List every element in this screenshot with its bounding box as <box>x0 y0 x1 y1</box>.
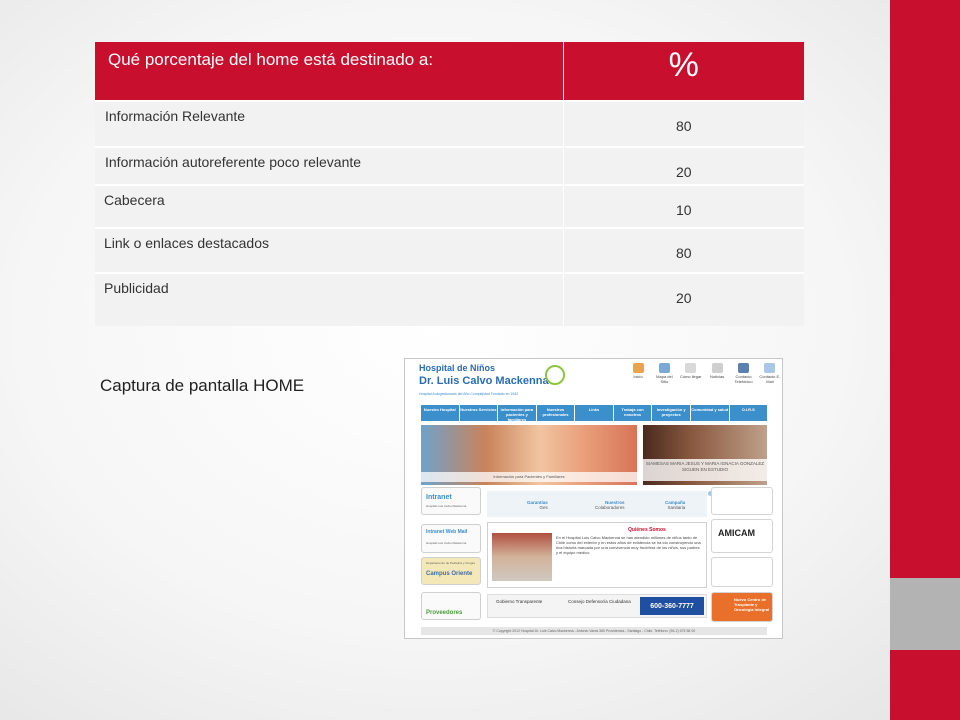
amicam-title: AMICAM <box>718 528 755 538</box>
top-link-label: Mapa del Sitio <box>656 374 673 384</box>
site-logo-subtitle: Hospital Autogestionado del Año Complejidad Fundado en 1942 <box>419 392 519 396</box>
proveedores-link[interactable] <box>421 592 481 620</box>
webmail-subtitle: Hospital Luis Calvo Mackenna <box>426 541 467 545</box>
site-logo-line2: Dr. Luis Calvo Mackenna <box>419 375 549 387</box>
top-link-email[interactable] <box>759 363 781 384</box>
gobierno-transparente-link[interactable]: Gobierno Transparente <box>496 599 543 604</box>
top-links <box>627 363 781 384</box>
row-value: 20 <box>563 147 804 185</box>
row-value: 80 <box>563 228 804 273</box>
table-row <box>95 273 804 326</box>
oncologia-banner[interactable] <box>711 592 773 622</box>
quienes-somos-title[interactable]: Quiénes Somos <box>628 527 666 533</box>
nav-item[interactable]: Nuestros Servicios <box>460 405 498 421</box>
table-row <box>95 101 804 147</box>
quienes-somos-text: En el Hospital Luis Calvo Mackenna se han atendido millones de niños tanto de Chile como del exterior y en estos años de existencia se ha ido construyendo una rica historia marcada por una convivencia muy fructífera de los niños, sus padres y el equipo médico. <box>556 535 701 555</box>
percentage-table <box>95 42 804 326</box>
logo-emblem-icon <box>545 365 565 385</box>
mail-icon <box>764 363 775 373</box>
row-label: Link o enlaces destacados <box>95 228 563 273</box>
campana-title: Campaña <box>665 500 686 505</box>
intranet-link[interactable] <box>421 487 481 515</box>
lower-links <box>487 594 707 618</box>
sitemap-icon <box>659 363 670 373</box>
top-link-label: Cómo llegar <box>679 374 702 379</box>
top-link-noticias[interactable] <box>706 363 728 384</box>
campus-oriente-link[interactable] <box>421 557 481 585</box>
campus-subtitle: Departamento de Pediatría y Cirugía <box>426 561 475 565</box>
row-label: Cabecera <box>95 185 563 228</box>
row-label: Publicidad <box>95 273 563 326</box>
amicam-banner[interactable] <box>711 519 773 553</box>
garantias-link[interactable] <box>527 500 548 510</box>
site-footer: © Copyright 2012 Hospital Dr. Luis Calvo Mackenna - Antonio Varas 360 Providencia - Santiago - Chile. Teléfono: (56-2) 575 58 00 <box>421 627 767 635</box>
campana-sub: Sanitaria <box>667 505 686 510</box>
colaboradores-sub: Colaboradores <box>595 505 625 510</box>
banner-news-caption[interactable]: SIAMESAS MARIA JESUS Y MARIA IGNACIA GONZALEZ SIGUEN EN ESTUDIO <box>643 459 767 481</box>
proveedores-title: Proveedores <box>426 610 463 616</box>
intranet-title: Intranet <box>426 494 452 501</box>
nav-item[interactable]: Nuestros profesionales <box>537 405 575 421</box>
garantias-sub: Ges <box>539 505 548 510</box>
top-link-mapa[interactable] <box>653 363 675 384</box>
top-link-como-llegar[interactable] <box>680 363 702 384</box>
hospital-photo <box>492 533 552 581</box>
phone-icon <box>738 363 749 373</box>
site-logo-line1: Hospital de Niños <box>419 363 496 373</box>
salud-responde-phone[interactable]: 600-360-7777 <box>640 597 704 615</box>
nav-item[interactable]: Links <box>575 405 613 421</box>
row-value: 10 <box>563 185 804 228</box>
nav-item[interactable]: Comunidad y salud <box>691 405 729 421</box>
consejo-link[interactable]: Consejo Defensoría Ciudadana <box>568 599 631 604</box>
top-link-label: Contacto E-Mail <box>759 374 781 384</box>
row-value: 80 <box>563 101 804 147</box>
main-nav <box>421 405 767 421</box>
colaboradores-title: Nuestros <box>605 500 625 505</box>
top-link-telefono[interactable] <box>733 363 755 384</box>
intranet-subtitle: Hospital Luis Calvo Mackenna <box>426 504 467 508</box>
table-row <box>95 185 804 228</box>
table-row <box>95 147 804 185</box>
nav-item[interactable]: Información para pacientes y familiares <box>498 405 536 421</box>
screenshot-caption: Captura de pantalla HOME <box>100 376 305 395</box>
nav-item[interactable]: Trabaja con nosotros <box>614 405 652 421</box>
table-header-percent: % <box>563 42 804 101</box>
nav-item[interactable]: Nuestro Hospital <box>421 405 459 421</box>
colaboradores-link[interactable] <box>595 500 625 510</box>
oncologia-title: Nuevo Centro de Trasplante y Oncología Integral <box>734 597 770 612</box>
quick-links-strip <box>487 491 707 517</box>
campus-title: Campus Oriente <box>426 571 473 577</box>
right-banner-1[interactable] <box>711 487 773 515</box>
webmail-link[interactable] <box>421 524 481 553</box>
campana-link[interactable] <box>665 500 685 510</box>
right-banner-3[interactable] <box>711 557 773 587</box>
home-screenshot <box>404 358 783 639</box>
quienes-somos-panel <box>487 522 707 588</box>
garantias-title: Garantías <box>527 500 548 505</box>
nav-item[interactable]: O.I.R.S <box>730 405 768 421</box>
home-icon <box>633 363 644 373</box>
webmail-title: Intranet Web Mail <box>426 529 468 535</box>
news-icon <box>712 363 723 373</box>
side-gray-block <box>890 578 960 650</box>
banner-caption[interactable]: Información para Pacientes y Familiares <box>421 472 637 482</box>
top-link-label: Inicio <box>633 374 643 379</box>
table-header-question: Qué porcentaje del home está destinado a: <box>95 42 563 101</box>
top-link-label: Contacto Telefónico <box>734 374 753 384</box>
directions-icon <box>685 363 696 373</box>
top-link-inicio[interactable] <box>627 363 649 384</box>
row-label: Información autoreferente poco relevante <box>95 147 563 185</box>
row-label: Información Relevante <box>95 101 563 147</box>
table-row <box>95 228 804 273</box>
nav-item[interactable]: Investigación y proyectos <box>652 405 690 421</box>
row-value: 20 <box>563 273 804 326</box>
top-link-label: Noticias <box>710 374 725 379</box>
